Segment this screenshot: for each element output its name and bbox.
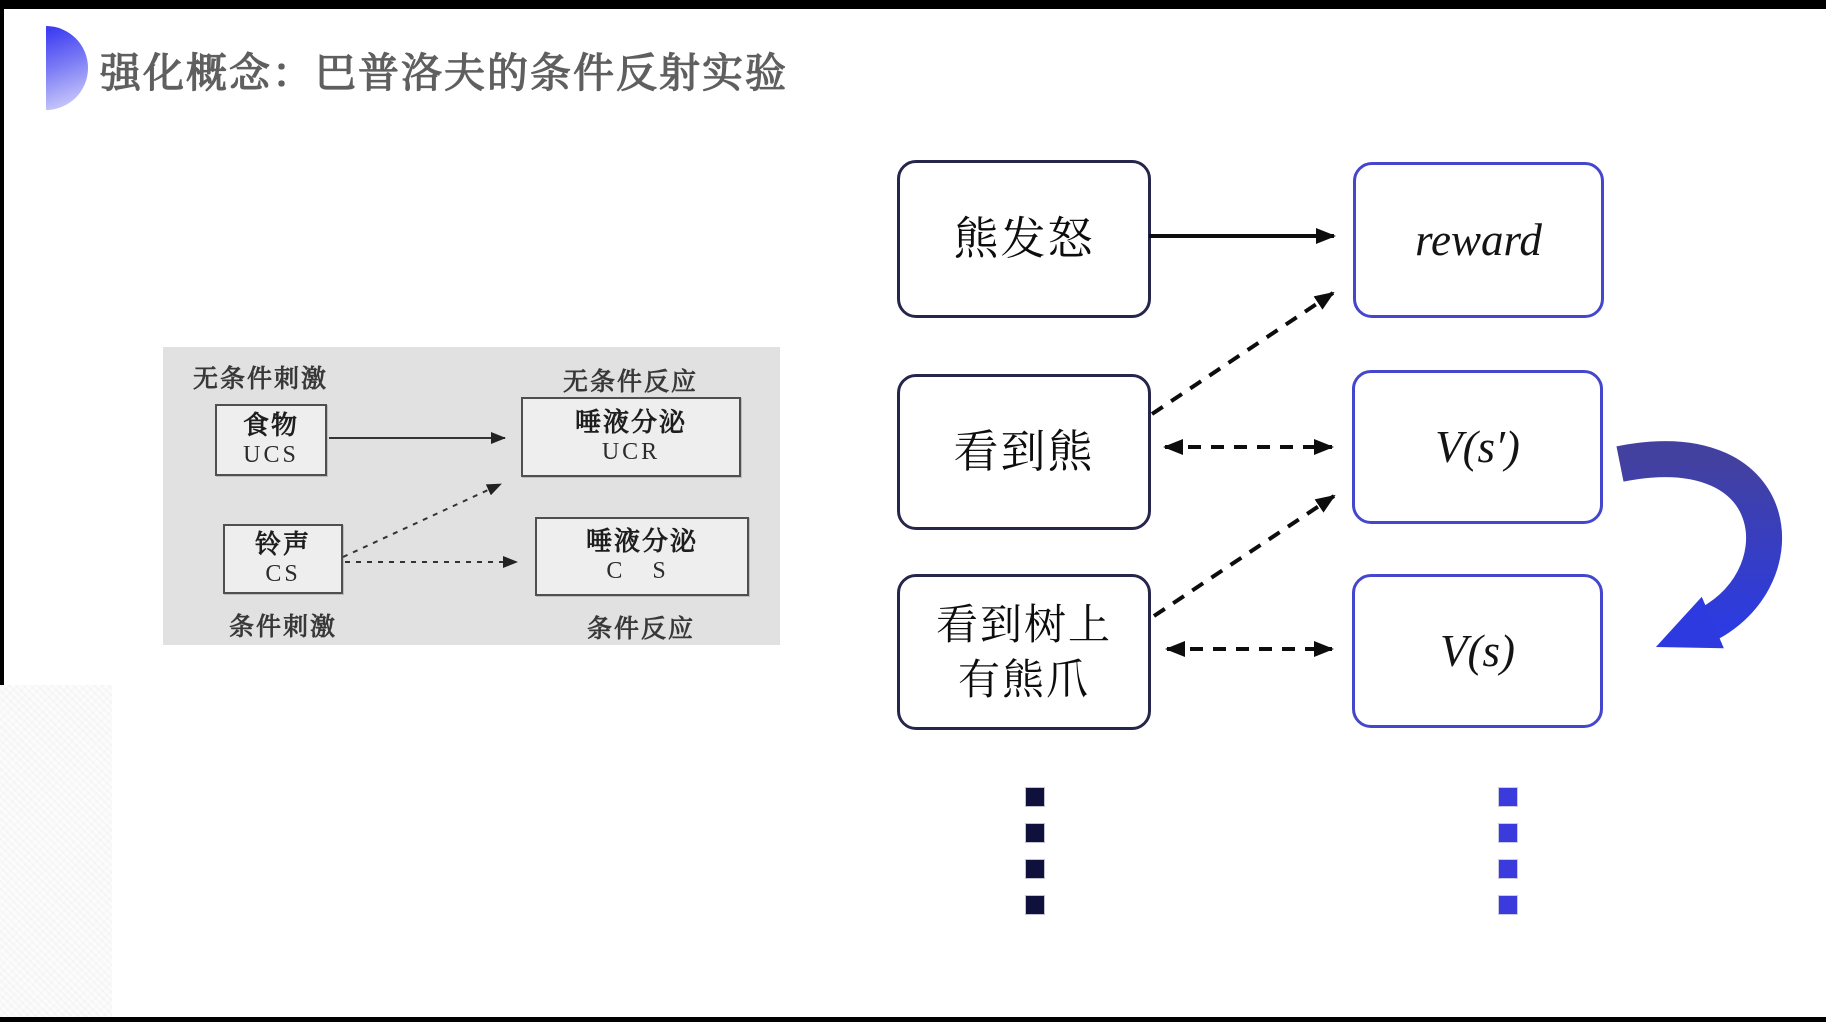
label-unconditioned-stimulus: 无条件刺激 <box>193 365 329 393</box>
ellipsis-states-column <box>1026 788 1044 914</box>
node-reward-label: reward <box>1415 215 1542 265</box>
ellipsis-square <box>1026 788 1044 806</box>
ellipsis-values-column <box>1499 788 1517 914</box>
ellipsis-square <box>1499 860 1517 878</box>
page-title: 强化概念：巴普洛夫的条件反射实验 <box>100 50 788 96</box>
frame-top-edge <box>0 0 1826 9</box>
frame-bottom-edge <box>0 1017 1826 1022</box>
pavlov-figure <box>163 347 780 645</box>
label-unconditioned-response: 无条件反应 <box>563 368 699 396</box>
box-cr-en: C S <box>606 558 678 585</box>
feedback-loop-arrow <box>1620 459 1764 628</box>
ellipsis-square <box>1026 896 1044 914</box>
node-reward <box>1353 162 1604 318</box>
box-food-en: UCS <box>243 441 299 468</box>
title-bullet-decoration <box>46 26 88 110</box>
ellipsis-square <box>1026 824 1044 842</box>
box-cr-cn: 唾液分泌 <box>585 526 698 557</box>
box-bell-en: CS <box>265 560 301 587</box>
ellipsis-square <box>1499 824 1517 842</box>
node-see-bear <box>897 374 1151 530</box>
box-bell-cn: 铃声 <box>254 528 311 559</box>
node-v-s-prime <box>1352 370 1603 524</box>
node-v-s <box>1352 574 1603 728</box>
node-v-s-prime-label: V(s′) <box>1435 422 1520 472</box>
ellipsis-square <box>1026 860 1044 878</box>
node-see-claw-line2: 有熊爪 <box>957 656 1090 703</box>
ellipsis-square <box>1499 788 1517 806</box>
node-bear-angry-label: 熊发怒 <box>953 212 1095 264</box>
box-food-cn: 食物 <box>242 409 299 440</box>
node-see-claw-line1: 看到树上 <box>935 600 1112 648</box>
node-see-claw <box>897 574 1151 730</box>
arrow-bell-to-ucr-dashed <box>343 484 501 557</box>
pavlov-arrows <box>163 347 780 645</box>
arrow-seebear-to-reward-dashed <box>1152 293 1333 414</box>
watermark-texture <box>0 685 112 1017</box>
arrow-seeclaw-to-vsprime-dashed <box>1154 496 1334 616</box>
box-ucr-cn: 唾液分泌 <box>574 406 687 437</box>
label-conditioned-stimulus: 条件刺激 <box>229 613 338 641</box>
label-conditioned-response: 条件反应 <box>587 615 696 643</box>
node-v-s-label: V(s) <box>1440 626 1515 676</box>
node-bear-angry <box>897 160 1151 318</box>
ellipsis-square <box>1499 896 1517 914</box>
node-see-bear-label: 看到熊 <box>953 425 1095 477</box>
box-ucr-en: UCR <box>601 438 661 465</box>
